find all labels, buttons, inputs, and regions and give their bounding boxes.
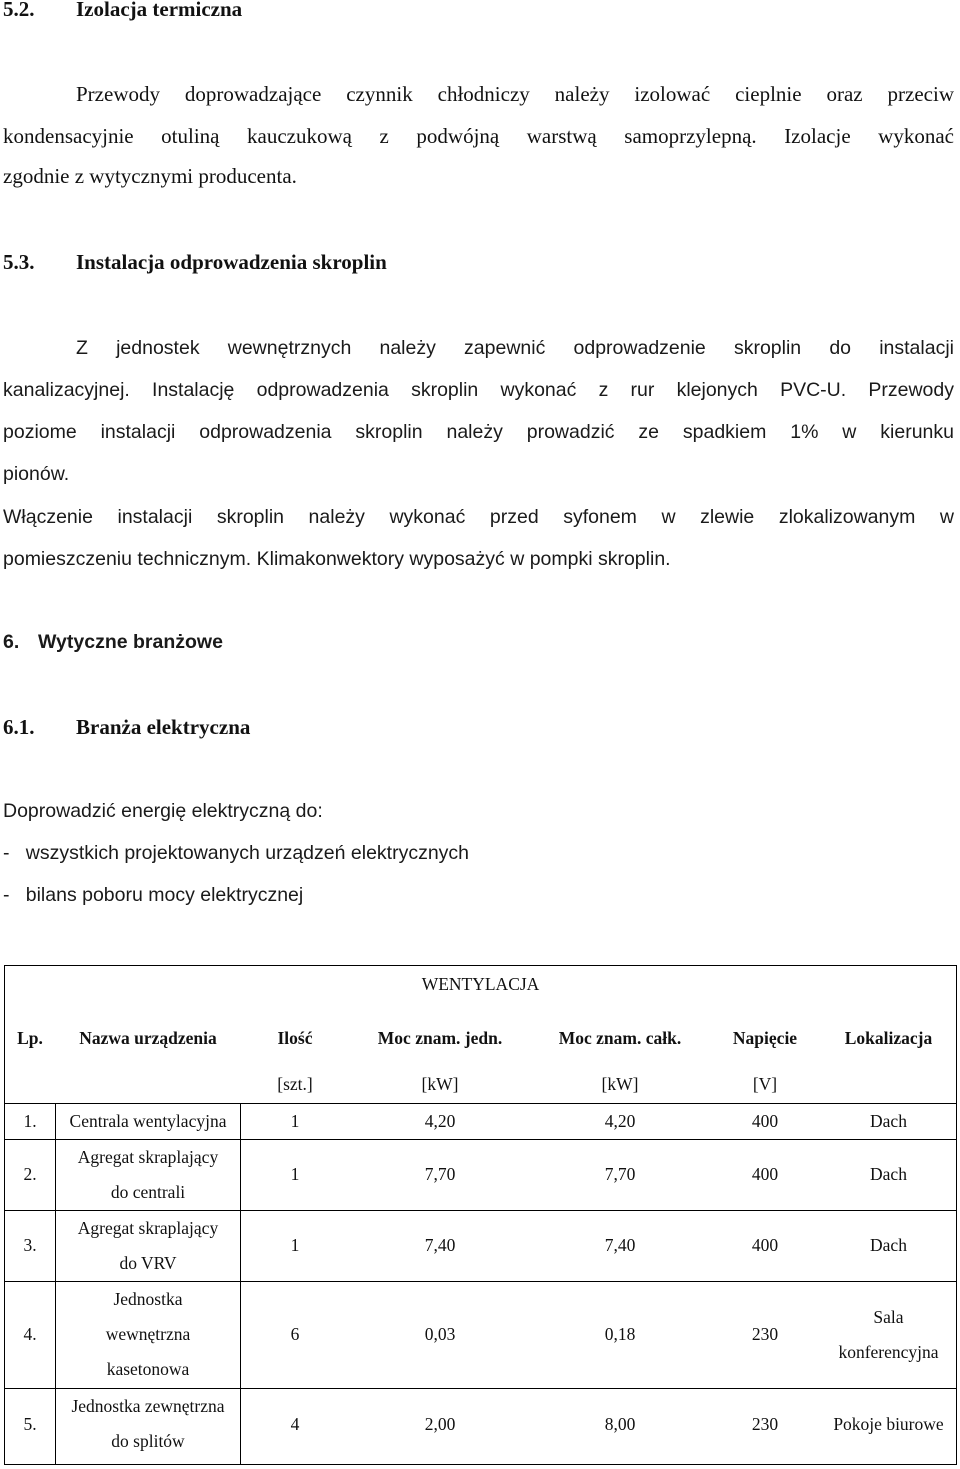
paragraph-line: Przewody doprowadzające czynnik chłodniczy należy izolować cieplnie oraz przeciw: [76, 82, 954, 106]
list-item: - wszystkich projektowanych urządzeń elektrycznych: [3, 842, 470, 864]
unit-power: 7,70: [424, 1164, 456, 1184]
section-title: Branża elektryczna: [76, 715, 251, 739]
total-power: 7,40: [604, 1235, 636, 1255]
section-number: 5.3.: [3, 250, 35, 274]
unit-power: 2,00: [424, 1414, 456, 1434]
paragraph-line: poziome instalacji odprowadzenia skroplin należy prowadzić ze spadkiem 1% w kierunku: [3, 421, 954, 443]
section-title: Instalacja odprowadzenia skroplin: [76, 250, 387, 274]
voltage: 400: [751, 1235, 779, 1255]
device-name: wewnętrzna: [105, 1324, 191, 1344]
device-name: do VRV: [119, 1253, 177, 1273]
unit-power: 0,03: [424, 1324, 456, 1344]
device-name: Agregat skraplający: [77, 1218, 219, 1238]
column-header: Nazwa urządzenia: [79, 1028, 217, 1048]
section-title: Izolacja termiczna: [76, 0, 243, 21]
row-number: 1.: [23, 1111, 37, 1131]
row-number: 2.: [23, 1164, 37, 1184]
device-name: Agregat skraplający: [77, 1147, 219, 1167]
location: Pokoje biurowe: [833, 1414, 944, 1434]
location: Dach: [870, 1111, 907, 1131]
quantity: 1: [290, 1164, 300, 1184]
section-number: 6.: [3, 631, 20, 653]
voltage: 230: [751, 1324, 779, 1344]
device-name: do splitów: [111, 1431, 185, 1451]
device-name: do centrali: [110, 1182, 186, 1202]
unit-power: 7,40: [424, 1235, 456, 1255]
location: Sala: [873, 1307, 904, 1327]
paragraph-line: kanalizacyjnej. Instalację odprowadzenia skroplin wykonać z rur klejonych PVC-U. Przewody: [3, 379, 954, 401]
device-name: Centrala wentylacyjna: [69, 1111, 227, 1131]
paragraph-line: pionów.: [3, 463, 70, 485]
paragraph-line: Doprowadzić energię elektryczną do:: [3, 800, 323, 822]
column-header: Moc znam. całk.: [558, 1028, 682, 1048]
column-header: Lokalizacja: [844, 1028, 933, 1048]
quantity: 4: [290, 1414, 300, 1434]
unit-label: [szt.]: [277, 1074, 313, 1094]
unit-label: [V]: [752, 1074, 778, 1094]
quantity: 1: [290, 1111, 300, 1131]
voltage: 230: [751, 1414, 779, 1434]
quantity: 1: [290, 1235, 300, 1255]
total-power: 8,00: [604, 1414, 636, 1434]
voltage: 400: [751, 1111, 779, 1131]
paragraph-line: pomieszczeniu technicznym. Klimakonwektory wyposażyć w pompki skroplin.: [3, 548, 671, 570]
paragraph-line: Z jednostek wewnętrznych należy zapewnić odprowadzenie skroplin do instalacji: [76, 337, 954, 359]
paragraph-line: Włączenie instalacji skroplin należy wykonać przed syfonem w zlewie zlokalizowanym w: [3, 506, 954, 528]
unit-label: [kW]: [421, 1074, 459, 1094]
total-power: 0,18: [604, 1324, 636, 1344]
voltage: 400: [751, 1164, 779, 1184]
row-number: 5.: [23, 1414, 37, 1434]
quantity: 6: [290, 1324, 300, 1344]
paragraph-line: kondensacyjnie otuliną kauczukową z podwójną warstwą samoprzylepną. Izolacje wykonać: [3, 124, 954, 148]
column-header: Lp.: [17, 1028, 43, 1048]
device-name: Jednostka: [113, 1289, 183, 1309]
column-header: Napięcie: [732, 1028, 798, 1048]
device-name: kasetonowa: [106, 1359, 190, 1379]
location: Dach: [870, 1235, 907, 1255]
table-title: WENTYLACJA: [421, 974, 540, 994]
list-item: - bilans poboru mocy elektrycznej: [3, 884, 304, 906]
row-number: 3.: [23, 1235, 37, 1255]
section-number: 5.2.: [3, 0, 35, 21]
paragraph-line: zgodnie z wytycznymi producenta.: [3, 164, 297, 188]
unit-label: [kW]: [601, 1074, 639, 1094]
location: konferencyjna: [838, 1342, 939, 1362]
row-number: 4.: [23, 1324, 37, 1344]
total-power: 7,70: [604, 1164, 636, 1184]
unit-power: 4,20: [424, 1111, 456, 1131]
section-title: Wytyczne branżowe: [38, 631, 223, 653]
column-header: Moc znam. jedn.: [377, 1028, 503, 1048]
column-header: Ilość: [277, 1028, 313, 1048]
location: Dach: [870, 1164, 907, 1184]
section-number: 6.1.: [3, 715, 35, 739]
total-power: 4,20: [604, 1111, 636, 1131]
device-name: Jednostka zewnętrzna: [71, 1396, 225, 1416]
